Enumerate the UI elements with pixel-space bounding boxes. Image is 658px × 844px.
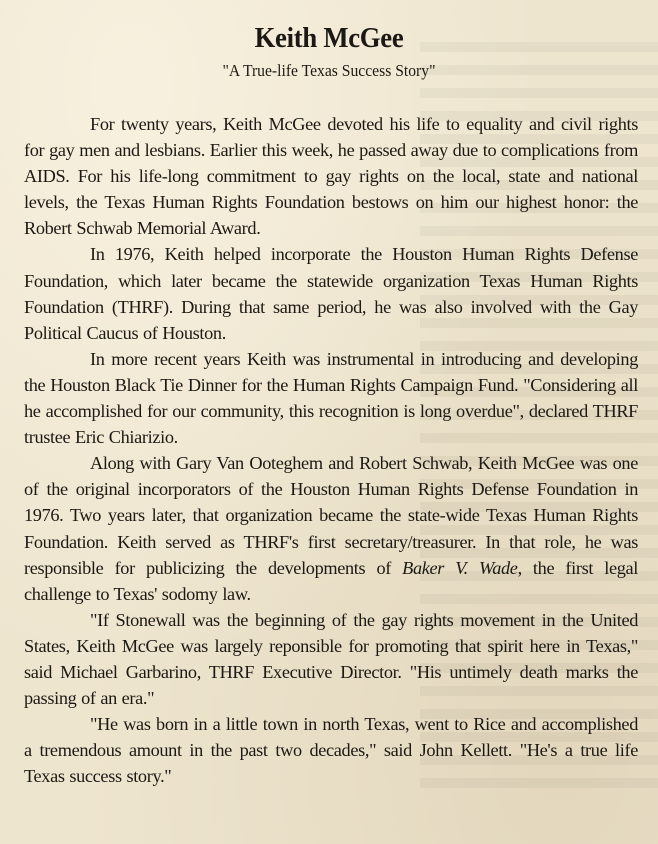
case-name: Baker V. Wade [402, 557, 518, 578]
article-subtitle: "A True-life Texas Success Story" [222, 61, 436, 80]
paragraph-5: "If Stonewall was the beginning of the gay rights movement in the United States, Keith McGee was largely reponsible for promoting that spirit here in Texas," said Michael Garbarino, THRF Executive Director. "His untimely death marks the passing of an era." [24, 609, 638, 709]
paragraph-1: For twenty years, Keith McGee devoted his life to equality and civil rights for gay men and lesbians. Earlier this week, he passed away due to complications from AIDS. For his life-long commitment to gay rights on the local, state and national levels, the Texas Human Rights Foundation bestows on him our highest honor: the Robert Schwab Memorial Award. [24, 114, 638, 239]
article-body [24, 111, 638, 789]
paragraph-4-tail: , the first legal challenge to Texas' sodomy law. [24, 557, 638, 604]
paragraph-4-text: Along with Gary Van Ooteghem and Robert Schwab, Keith McGee was one of the original incorporators of the Houston Human Rights Defense Foundation in 1976. Two years later, that organization became the state-wide Texas Human Rights Foundation. Keith served as THRF's first secretary/treasurer. In that role, he was responsible for publicizing the developments of [24, 453, 638, 578]
paragraph-6: "He was born in a little town in north Texas, went to Rice and accomplished a tremendous amount in the past two decades," said John Kellett. "He's a true life Texas success story." [24, 714, 638, 787]
article-title: Keith McGee [254, 22, 404, 54]
paragraph-2: In 1976, Keith helped incorporate the Houston Human Rights Defense Foundation, which later became the statewide organization Texas Human Rights Foundation (THRF). During that same period, he was also involved with the Gay Political Caucus of Houston. [24, 244, 638, 343]
paragraph-3: In more recent years Keith was instrumental in introducing and developing the Houston Black Tie Dinner for the Human Rights Campaign Fund. "Considering all he accomplished for our community, this recognition is long overdue", declared THRF trustee Eric Chiarizio. [24, 348, 638, 448]
paragraph-4 [24, 450, 638, 607]
